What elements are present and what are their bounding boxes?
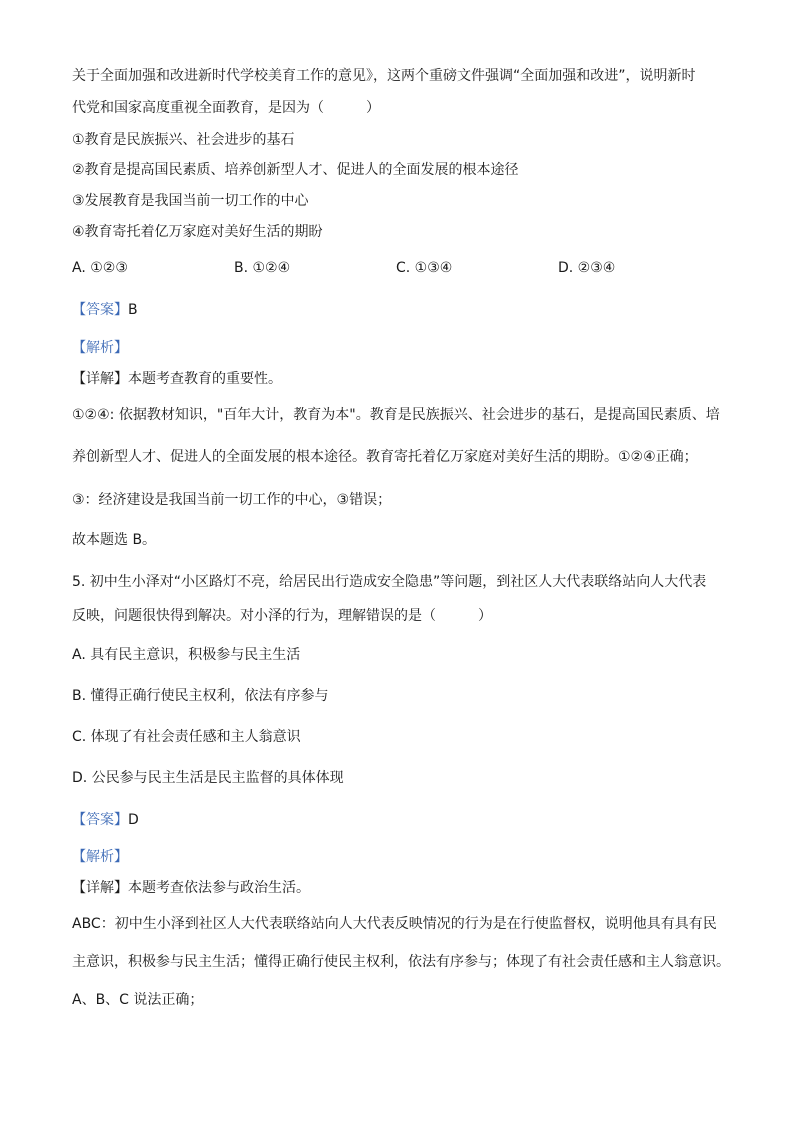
- detail-tag: 【详解】: [72, 371, 128, 387]
- q4-item-2: ②教育是提高国民素质、培养创新型人才、促进人的全面发展的根本途径: [72, 162, 519, 178]
- answer-tag: 【答案】: [72, 302, 128, 318]
- detail-text: 本题考查教育的重要性。: [128, 371, 282, 387]
- q4-item-3: ③发展教育是我国当前一切工作的中心: [72, 193, 309, 209]
- q4-option-c: C. ①③④: [396, 260, 453, 276]
- q4-item-4: ④教育寄托着亿万家庭对美好生活的期盼: [72, 224, 323, 240]
- q5-option-c: C. 体现了有社会责任感和主人翁意识: [72, 729, 301, 745]
- q5-analysis-tag: [72, 847, 128, 867]
- q4-explanation-line2: 养创新型人才、促进人的全面发展的根本途径。教育寄托着亿万家庭对美好生活的期盼。①②④正确；: [72, 449, 698, 465]
- q4-stem-line2: 代党和国家高度重视全面教育，是因为（ ）: [72, 100, 380, 116]
- q4-detail-line: [72, 369, 282, 389]
- q5-stem-line2: 反映，问题很快得到解决。对小泽的行为，理解错误的是（ ）: [72, 608, 492, 624]
- detail-tag: 【详解】: [72, 880, 128, 896]
- q4-explanation-line3: ③：经济建设是我国当前一切工作的中心，③错误；: [72, 492, 392, 508]
- answer-value: B: [128, 302, 138, 318]
- q4-stem-line1: 关于全面加强和改进新时代学校美育工作的意见》，这两个重磅文件强调“全面加强和改进”，说明新时: [72, 68, 696, 84]
- q5-option-a: A. 具有民主意识，积极参与民主生活: [72, 647, 301, 663]
- q4-option-a: A. ①②③: [72, 260, 128, 276]
- analysis-tag: 【解析】: [72, 340, 128, 356]
- q4-option-d: D. ②③④: [558, 260, 616, 276]
- q4-option-b: B. ①②④: [234, 260, 291, 276]
- q5-detail-line: [72, 878, 310, 898]
- q5-option-b: B. 懂得正确行使民主权利，依法有序参与: [72, 688, 329, 704]
- answer-tag: 【答案】: [72, 812, 128, 828]
- q5-explanation-line1: ABC：初中生小泽到社区人大代表联络站向人大代表反映情况的行为是在行使监督权，说明他具有具有民: [72, 916, 717, 932]
- q4-answer-line: [72, 300, 138, 320]
- answer-value: D: [128, 812, 139, 828]
- q4-conclusion: 故本题选 B。: [72, 532, 157, 548]
- q5-explanation-line2: 主意识，积极参与民主生活；懂得正确行使民主权利，依法有序参与；体现了有社会责任感和主人翁意识。: [72, 954, 730, 970]
- q4-analysis-tag: [72, 338, 128, 358]
- analysis-tag: 【解析】: [72, 849, 128, 865]
- q5-option-d: D. 公民参与民主生活是民主监督的具体体现: [72, 770, 344, 786]
- detail-text: 本题考查依法参与政治生活。: [128, 880, 310, 896]
- q4-item-1: ①教育是民族振兴、社会进步的基石: [72, 132, 295, 148]
- q5-stem-line1: 5. 初中生小泽对“小区路灯不亮，给居民出行造成安全隐患”等问题，到社区人大代表联络站向人大代表: [72, 574, 707, 590]
- q5-explanation-line3: A、B、C 说法正确；: [72, 992, 204, 1008]
- q4-explanation-line1: ①②④: 依据教材知识，"百年大计，教育为本"。教育是民族振兴、社会进步的基石，是提高国民素质、培: [72, 407, 720, 423]
- q5-answer-line: [72, 810, 139, 830]
